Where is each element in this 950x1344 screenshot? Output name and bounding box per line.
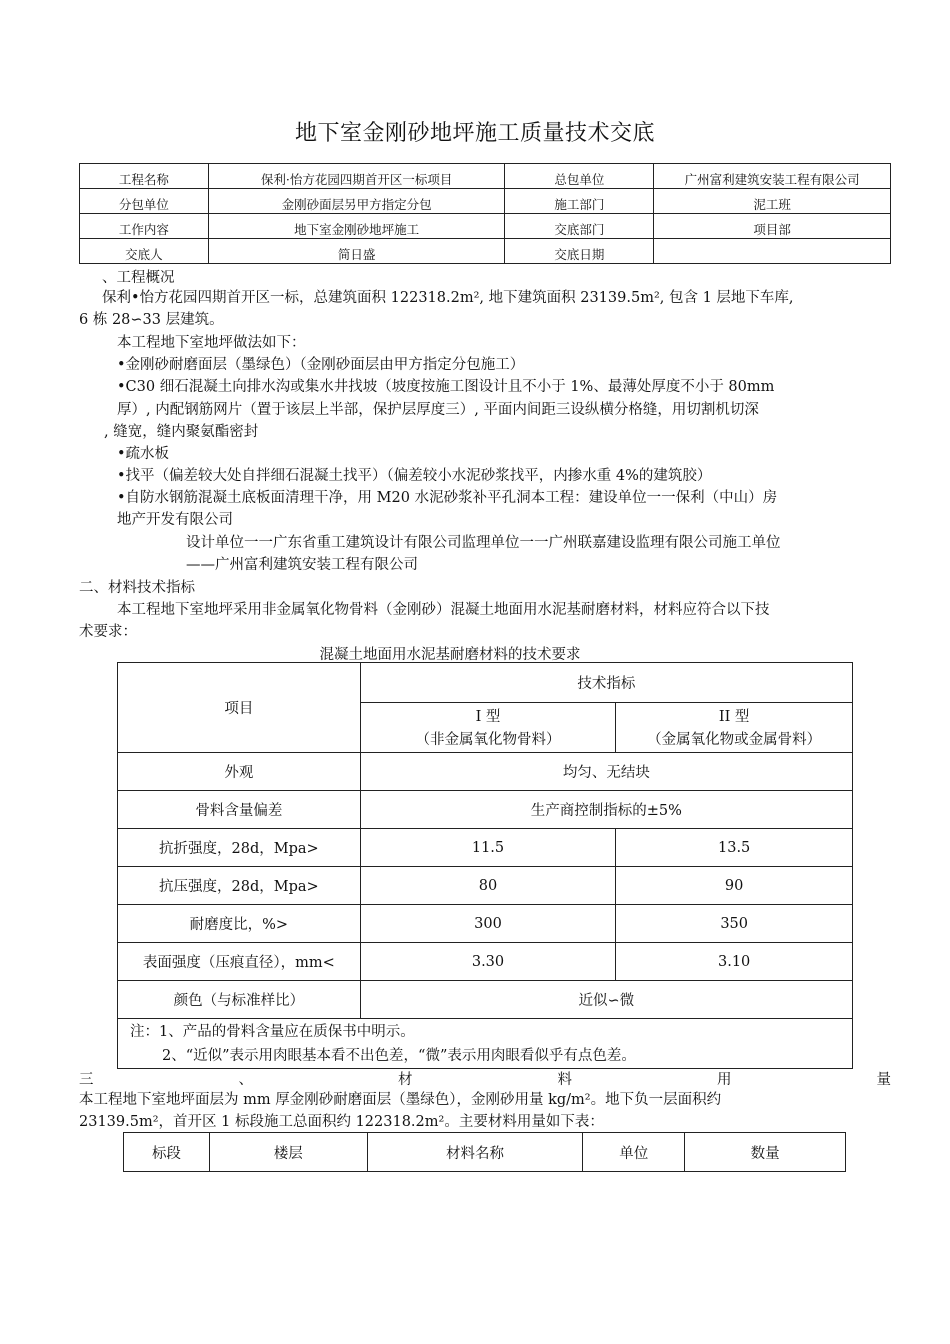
table-row [118,791,853,829]
usage-line-1: 本工程地下室地坪面层为 mm 厚金刚砂耐磨面层（墨绿色），金刚砂用量 kg/m²。地下负一层面积约 [79,1092,722,1108]
info-cell [654,239,891,264]
spec-item: 抗折强度，28d，Mpa> [118,829,361,867]
header-type2 [616,703,853,753]
layer-item-cont: , 缝宽，缝内聚氨酯密封 [104,424,259,440]
type2-desc: （金属氧化物或金属骨料） [647,732,822,748]
info-cell: 交底日期 [505,239,654,264]
section3-heading [79,1068,891,1089]
page-title: 地下室金刚砂地坪施工质量技术交底 [294,121,655,146]
spec-value: 3.30 [360,943,616,981]
layer-item-cont: 厚）, 内配钢筋网片（置于该层上半部，保护层厚度三）, 平面内间距三设纵横分格缝，用切割机切深 [117,402,759,418]
spec-item: 颜色（与标准样比） [118,981,361,1019]
table-row [80,164,891,189]
info-cell: 工作内容 [80,214,209,239]
spec-value: 均匀、无结块 [360,753,852,791]
heading-char: 、 [238,1072,253,1088]
project-info-table [79,163,891,264]
header-tech: 技术指标 [360,663,852,703]
heading-char: 三 [79,1072,94,1088]
material-intro-line-2: 术要求： [79,624,137,640]
spec-item: 表面强度（压痕直径），mm< [118,943,361,981]
spec-value: 90 [616,867,853,905]
info-cell: 总包单位 [505,164,654,189]
type2-name: II 型 [718,709,750,725]
info-cell: 广州富利建筑安装工程有限公司 [654,164,891,189]
spec-item: 抗压强度，28d，Mpa> [118,867,361,905]
heading-char: 用 [717,1072,732,1088]
header-item: 项目 [118,663,361,753]
table-row [118,981,853,1019]
info-cell: 金刚砂面层另甲方指定分包 [208,189,505,214]
info-cell: 分包单位 [80,189,209,214]
table-row [80,214,891,239]
table-row [118,829,853,867]
material-usage-table [123,1132,846,1172]
heading-char: 料 [557,1072,572,1088]
spec-item: 外观 [118,753,361,791]
layer-item: •找平（偏差较大处自拌细石混凝土找平）（偏差较小水泥砂浆找平，内掺水重 4%的建筑胶） [117,468,712,484]
info-cell: 交底部门 [505,214,654,239]
layer-item: •自防水钢筋混凝土底板面清理干净，用 M20 水泥砂浆补平孔洞本工程：建设单位一一保利（中山）房 [117,490,778,506]
info-cell: 地下室金刚砂地坪施工 [208,214,505,239]
material-intro-line-1: 本工程地下室地坪采用非金属氧化物骨料（金刚砂）混凝土地面用水泥基耐磨材料，材料应符合以下技 [117,602,770,618]
table-row [118,753,853,791]
heading-char: 材 [398,1072,413,1088]
spec-value: 350 [616,905,853,943]
type1-desc: （非金属氧化物骨料） [415,732,561,748]
info-cell: 施工部门 [505,189,654,214]
type1-name: I 型 [475,709,501,725]
note-1: 注：1、产品的骨料含量应在质保书中明示。 [130,1023,415,1040]
section1-heading: 、工程概况 [102,270,175,286]
overview-line-2: 6 栋 28∽33 层建筑。 [79,312,224,328]
layer-item-cont: 地产开发有限公司 [117,512,233,528]
table-row [124,1133,846,1172]
spec-notes [118,1019,853,1069]
floor-method-intro: 本工程地下室地坪做法如下： [117,335,306,351]
column-header: 单位 [583,1133,685,1172]
table-row [118,943,853,981]
info-cell: 保利·怡方花园四期首开区一标项目 [208,164,505,189]
info-cell: 交底人 [80,239,209,264]
spec-value: 13.5 [616,829,853,867]
header-type1 [360,703,616,753]
layer-item: •金刚砂耐磨面层（墨绿色）（金刚砂面层由甲方指定分包施工） [117,357,525,373]
column-header: 标段 [124,1133,210,1172]
info-cell: 工程名称 [80,164,209,189]
table-row [118,867,853,905]
spec-value: 80 [360,867,616,905]
spec-item: 耐磨度比，%> [118,905,361,943]
layer-item: •C30 细石混凝土向排水沟或集水井找坡（坡度按施工图设计且不小于 1%、最薄处厚度不小于 80mm [117,379,775,395]
spec-value: 300 [360,905,616,943]
table-row [118,905,853,943]
spec-value: 生产商控制指标的±5% [360,791,852,829]
overview-line-1: 保利•怡方花园四期首开区一标，总建筑面积 122318.2m², 地下建筑面积 23139.5m², 包含 1 层地下车库, [102,290,794,306]
spec-value: 近似∽微 [360,981,852,1019]
table-row [118,1019,853,1069]
info-cell: 简日盛 [208,239,505,264]
table-row [118,663,853,703]
column-header: 楼层 [209,1133,367,1172]
spec-item: 骨料含量偏差 [118,791,361,829]
table-row [80,189,891,214]
usage-line-2: 23139.5m²，首开区 1 标段施工总面积约 122318.2m²。主要材料用量如下表： [79,1114,604,1130]
info-cell: 泥工班 [654,189,891,214]
column-header: 数量 [685,1133,846,1172]
spec-table [117,662,853,1069]
parties-line-2: ——广州富利建筑安装工程有限公司 [186,557,418,573]
layer-item: •疏水板 [117,446,170,462]
spec-table-caption: 混凝土地面用水泥基耐磨材料的技术要求 [319,647,581,663]
spec-value: 11.5 [360,829,616,867]
section2-heading: 二、材料技术指标 [79,580,195,596]
spec-value: 3.10 [616,943,853,981]
info-cell: 项目部 [654,214,891,239]
heading-char: 量 [876,1072,891,1088]
note-2: 2、“近似”表示用肉眼基本看不出色差，“微”表示用肉眼看似乎有点色差。 [162,1047,636,1064]
parties-line-1: 设计单位一一广东省重工建筑设计有限公司监理单位一一广州联嘉建设监理有限公司施工单位 [186,535,781,551]
column-header: 材料名称 [367,1133,583,1172]
table-row [80,239,891,264]
